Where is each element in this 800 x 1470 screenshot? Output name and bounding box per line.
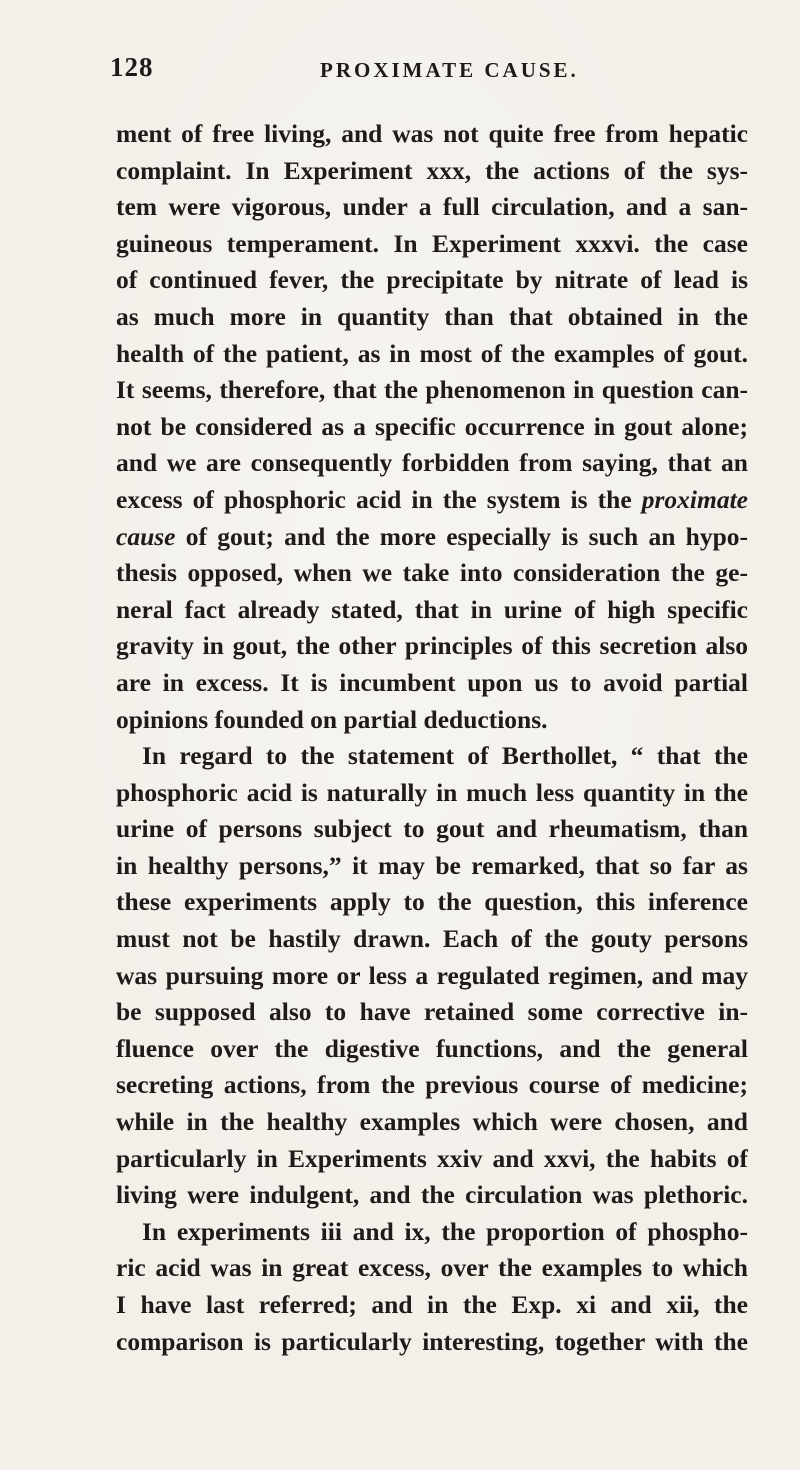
text-line: health of the patient, as in most of the examples of gout. <box>116 338 748 368</box>
text-line: ric acid was in great excess, over the examples to which <box>116 1253 748 1283</box>
text-line: these experiments apply to the question, this inference <box>116 887 748 917</box>
italic-phrase: cause <box>116 521 176 551</box>
text-line: In experiments iii and ix, the proportion of phospho- <box>142 1216 748 1246</box>
italic-phrase: proximate <box>641 484 748 514</box>
text-line: complaint. In Experiment xxx, the actions of the sys- <box>116 155 748 185</box>
text-line: fluence over the digestive functions, and the general <box>116 1033 748 1063</box>
text-line: secreting actions, from the previous course of medicine; <box>116 1070 748 1100</box>
text-line: not be considered as a specific occurrence in gout alone; <box>116 411 748 441</box>
text-line: be supposed also to have retained some corrective in- <box>116 997 748 1027</box>
text-line: must not be hastily drawn. Each of the gouty persons <box>116 924 748 954</box>
text-segment: excess of phosphoric acid in the system is the <box>116 484 642 514</box>
text-line: thesis opposed, when we take into consideration the ge- <box>116 558 748 588</box>
text-line: while in the healthy examples which were chosen, and <box>116 1107 748 1137</box>
running-head <box>110 52 750 92</box>
text-line: I have last referred; and in the Exp. xi and xii, the <box>116 1290 748 1319</box>
text-line: comparison is particularly interesting, together with the <box>116 1326 748 1356</box>
text-line: living were indulgent, and the circulation was plethoric. <box>116 1180 748 1210</box>
text-line: opinions founded on partial deductions. <box>116 704 548 734</box>
text-line: as much more in quantity than that obtained in the <box>116 301 748 331</box>
text-line: and we are consequently forbidden from saying, that an <box>116 448 748 478</box>
page-number: 128 <box>110 52 154 82</box>
text-line <box>116 519 748 556</box>
text-line: in healthy persons,” it may be remarked, that so far as <box>116 850 748 880</box>
text-line: neral fact already stated, that in urine of high specific <box>116 594 748 624</box>
text-line: urine of persons subject to gout and rheumatism, than <box>116 814 748 844</box>
text-line: particularly in Experiments xxiv and xxvi, the habits of <box>116 1143 748 1173</box>
text-line: are in excess. It is incumbent upon us to avoid partial <box>116 667 748 697</box>
text-line <box>116 482 748 519</box>
text-line: tem were vigorous, under a full circulation, and a san- <box>116 192 748 222</box>
text-line: ment of free living, and was not quite free from hepatic <box>116 119 748 148</box>
text-line: In regard to the statement of Berthollet, “ that the <box>142 741 748 771</box>
body-text <box>116 116 748 1360</box>
text-line: guineous temperament. In Experiment xxxvi. the case <box>116 228 748 258</box>
text-line: gravity in gout, the other principles of this secretion also <box>116 631 748 661</box>
text-segment: of gout; and the more especially is such an hypo- <box>175 521 748 551</box>
text-line: phosphoric acid is naturally in much less quantity in the <box>116 777 748 807</box>
text-line: of continued fever, the precipitate by nitrate of lead is <box>116 265 748 295</box>
text-line: was pursuing more or less a regulated regimen, and may <box>116 960 748 990</box>
text-line: It seems, therefore, that the phenomenon in question can- <box>116 375 748 405</box>
running-title: PROXIMATE CAUSE. <box>320 58 579 82</box>
